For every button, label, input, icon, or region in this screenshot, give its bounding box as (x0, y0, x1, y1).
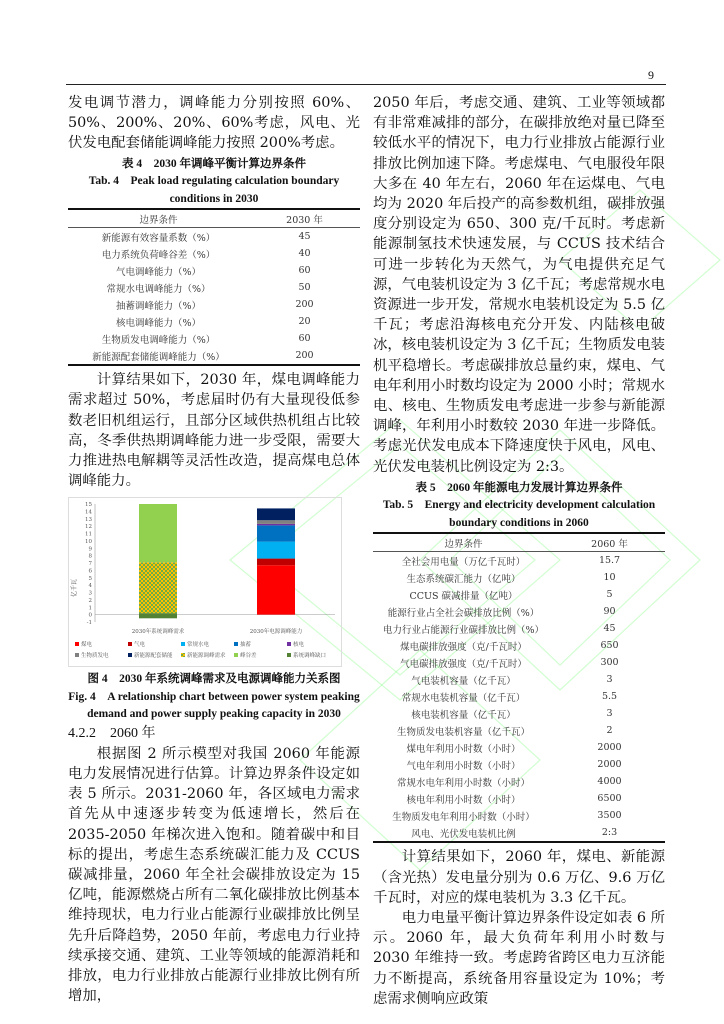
y-tick-label: 6 (88, 568, 92, 575)
y-tick-label: 8 (88, 553, 92, 560)
legend-swatch (287, 653, 291, 657)
value-cell: 40 (298, 248, 311, 260)
condition-cell: 生物质发电年利用小时数（小时） (392, 811, 535, 823)
table-row (373, 688, 665, 705)
table5-title-en: Tab. 5 Energy and electricity development calculation boundary conditions in 2060 (382, 499, 656, 529)
table-row (68, 262, 360, 279)
legend-label: 峰谷差 (240, 653, 257, 660)
condition-cell: 常规水电装机容量（亿千瓦） (401, 692, 526, 704)
condition-cell: 常规水电年利用小时数（小时） (397, 777, 531, 789)
y-tick-label: 9 (88, 546, 92, 553)
value-cell: 5.5 (601, 691, 618, 703)
header-rule (66, 84, 666, 85)
y-tick-label: 10 (85, 539, 92, 546)
paragraph: 发电调节潜力，调峰能力分别按照 60%、50%、200%、20%、60%考虑，风电、光伏发电配套储能调峰能力按照 200%考虑。 (68, 95, 360, 152)
y-tick-label: 0 (88, 612, 92, 619)
table-row (373, 739, 665, 756)
table-header: 2030 年 (249, 209, 360, 228)
bar-segment-峰谷差 (139, 504, 177, 562)
value-cell: 300 (600, 657, 619, 669)
y-tick-label: 5 (88, 576, 92, 583)
y-tick-label: 11 (85, 531, 92, 538)
table5 (373, 532, 665, 843)
table-row (68, 296, 360, 313)
page-number: 9 (648, 68, 654, 82)
paragraph: 2050 年后，考虑交通、建筑、工业等领域都有非常难减排的部分，在碳排放绝对量已降至较低水平的情况下，电力行业排放占能源行业排放比例加速下降。考虑煤电、气电服役年限大多在 40 年左右，2060 年在运煤电、气电均为 2020 年后投产的高参数机组，碳排放强度分别设定为 650、300 克/千瓦时。考虑新能源制氢技术快速发展，与 CCUS 技术结合可进一步转化为天然气，为气电提供充足气源，气电装机设定为 3 亿千瓦；考虑常规水电资源进一步开发，常规水电装机设定为 5.5 亿千瓦；考虑沿海核电充分开发、内陆核电破冰，核电装机设定为 3 亿千瓦；生物质发电装机平稳增长。考虑碳排放总量约束，煤电、气电年利用小时数均设定为 2000 小时；常规水电、核电、生物质发电考虑进一步参与新能源调峰，年利用小时数较 2030 年进一步降低。考虑光伏发电成本下降速度快于风电，风电、光伏发电装机比例设定为 2:3。 (373, 95, 665, 475)
value-cell: 4000 (597, 776, 622, 788)
legend-swatch (75, 642, 79, 646)
y-tick-label: 13 (85, 517, 92, 524)
table-row (68, 228, 360, 246)
value-cell: 20 (298, 316, 311, 328)
condition-cell: 核电装机容量（亿千瓦） (411, 709, 516, 721)
legend-label: 系统调峰缺口 (293, 653, 327, 660)
value-cell: 10 (603, 572, 616, 584)
value-cell: 3 (606, 674, 613, 686)
legend-label: 新能源调峰需求 (187, 653, 226, 660)
condition-cell: 新能源配套储能调峰能力（%） (92, 351, 225, 363)
y-tick-label: -1 (86, 620, 92, 627)
value-cell: 3500 (597, 810, 622, 822)
table-row (68, 313, 360, 330)
table4-title-en: Tab. 4 Peak load regulating calculation boundary conditions in 2030 (88, 175, 340, 205)
x-tick-label: 2030年系统调峰需求 (131, 629, 185, 636)
table-row (373, 603, 665, 620)
left-column (68, 93, 360, 1006)
bar-segment-气电 (257, 559, 295, 566)
value-cell: 60 (298, 265, 311, 277)
table-row (373, 824, 665, 842)
bar-segment-新能源配套储能 (257, 509, 295, 521)
condition-cell: CCUS 碳减排量（亿吨） (409, 590, 518, 602)
y-tick-label: 3 (88, 590, 92, 597)
legend-swatch (234, 642, 238, 646)
table-header: 2060 年 (554, 533, 665, 552)
y-tick-label: 2 (88, 598, 92, 605)
condition-cell: 气电年利用小时数（小时） (406, 760, 521, 772)
table-header: 边界条件 (373, 533, 554, 552)
legend-label: 抽蓄 (240, 642, 252, 649)
table-row (373, 790, 665, 807)
value-cell: 50 (298, 282, 311, 294)
section-heading: 4.2.2 2060 年 (68, 725, 156, 741)
condition-cell: 生物质发电调峰能力（%） (101, 334, 216, 346)
condition-cell: 抽蓄调峰能力（%） (116, 300, 202, 312)
value-cell: 2000 (597, 742, 622, 754)
paragraph: 根据图 2 所示模型对我国 2060 年能源电力发展情况进行估算。计算边界条件设定如表 5 所示。2031-2060 年，各区域电力需求首先从中速逐步转变为低速增长，然后在 2035-2050 年梯次进入饱和。随着碳中和目标的提出，考虑生态系统碳汇能力及 CCUS 碳减排量，2060 年全社会碳排放设定为 15 亿吨，能源燃烧占所有二氧化碳排放比例基本维持现状，电力行业占能源行业碳排放比例呈先升后降趋势，2050 年前，考虑电力行业持续承接交通、建筑、工业等领域的能源消耗和排放，电力行业排放占能源行业排放比例有所增加， (68, 745, 360, 1005)
y-tick-label: 7 (88, 561, 92, 568)
bar-segment-生物质发电 (257, 521, 295, 525)
condition-cell: 全社会用电量（万亿千瓦时） (401, 556, 526, 568)
condition-cell: 气电调峰能力（%） (116, 266, 202, 278)
table-row (373, 654, 665, 671)
bar-segment-核电 (257, 524, 295, 525)
y-tick-label: 15 (85, 502, 92, 509)
condition-cell: 气电碳排放强度（克/千瓦时） (400, 658, 527, 670)
legend-label: 常规水电 (187, 642, 210, 649)
value-cell: 90 (603, 606, 616, 618)
paragraph: 电力电量平衡计算边界条件设定如表 6 所示。2060 年，最大负荷年利用小时数与 2030 年维持一致。考虑跨省跨区电力互济能力不断提高，系统备用容量设定为 10%；考虑需求侧响应政策 (373, 909, 665, 1007)
table4 (68, 208, 360, 366)
table-row (373, 705, 665, 722)
table-header: 边界条件 (68, 209, 249, 228)
table4-title-zh: 表 4 2030 年调峰平衡计算边界条件 (122, 157, 306, 170)
legend-label: 煤电 (81, 642, 93, 649)
y-tick-label: 14 (85, 509, 92, 516)
paragraph: 计算结果如下，2060 年，煤电、新能源（含光热）发电量分别为 0.6 万亿、9.6 万亿千瓦时，对应的煤电装机为 3.3 亿千瓦。 (373, 849, 665, 906)
condition-cell: 电力系统负荷峰谷差（%） (101, 249, 216, 261)
fig4-chart (68, 497, 342, 667)
legend-swatch (181, 653, 185, 657)
value-cell: 2000 (597, 759, 622, 771)
stacked-bar-chart (69, 498, 341, 666)
condition-cell: 核电调峰能力（%） (116, 317, 202, 329)
legend-label: 新能源配套储能 (134, 653, 173, 660)
table-row (373, 756, 665, 773)
legend-swatch (128, 653, 132, 657)
legend-label: 核电 (293, 642, 305, 649)
table-row (68, 245, 360, 262)
bar-segment-抽蓄 (257, 526, 295, 542)
condition-cell: 电力行业占能源行业碳排放比例（%） (383, 624, 545, 636)
bar-segment-常规水电 (257, 542, 295, 559)
y-tick-label: 4 (88, 583, 92, 590)
condition-cell: 新能源有效容量系数（%） (101, 232, 216, 244)
table-row (373, 807, 665, 824)
condition-cell: 生物质发电装机容量（亿千瓦） (397, 726, 531, 738)
legend-swatch (75, 653, 79, 657)
condition-cell: 能源行业占全社会碳排放比例（%） (387, 607, 540, 619)
table-row (373, 637, 665, 654)
table-row (68, 347, 360, 365)
value-cell: 200 (295, 350, 314, 362)
condition-cell: 煤电年利用小时数（小时） (406, 743, 521, 755)
table-row (373, 773, 665, 790)
value-cell: 45 (298, 231, 311, 243)
value-cell: 200 (295, 299, 314, 311)
condition-cell: 核电年利用小时数（小时） (406, 794, 521, 806)
table-row (373, 620, 665, 637)
table-row (373, 722, 665, 739)
bar-segment-系统调峰缺口 (139, 613, 177, 618)
value-cell: 2 (606, 725, 613, 737)
y-axis-label: 亿千瓦 (71, 579, 78, 598)
table-row (373, 552, 665, 570)
table-row (68, 330, 360, 347)
table-row (68, 279, 360, 296)
table5-title-zh: 表 5 2060 年能源电力发展计算边界条件 (415, 481, 623, 494)
legend-label: 气电 (134, 642, 146, 649)
y-tick-label: 1 (88, 605, 92, 612)
legend-label: 生物质发电 (81, 653, 109, 660)
value-cell: 6500 (597, 793, 622, 805)
table-row (373, 569, 665, 586)
legend-swatch (287, 642, 291, 646)
x-tick-label: 2030年电源调峰能力 (249, 629, 303, 636)
value-cell: 15.7 (598, 555, 621, 567)
condition-cell: 常规水电调峰能力（%） (106, 283, 211, 295)
value-cell: 60 (298, 333, 311, 345)
bar-segment-煤电 (257, 566, 295, 615)
condition-cell: 风电、光伏发电装机比例 (411, 828, 516, 840)
condition-cell: 气电装机容量（亿千瓦） (411, 675, 516, 687)
fig4-title-zh: 图 4 2030 年系统调峰需求及电源调峰能力关系图 (87, 673, 341, 686)
right-column (373, 93, 665, 1009)
table-row (373, 586, 665, 603)
y-tick-label: 12 (85, 524, 92, 531)
value-cell: 45 (603, 623, 616, 635)
value-cell: 650 (600, 640, 619, 652)
paragraph: 计算结果如下，2030 年，煤电调峰能力需求超过 50%，考虑届时仍有大量现役低参数老旧机组运行，且部分区域供热机组占比较高，冬季供热期调峰能力进一步受限，需要大力推进热电解耦等灵活性改造，提高煤电总体调峰能力。 (68, 372, 360, 490)
table-row (373, 671, 665, 688)
value-cell: 2:3 (601, 827, 618, 839)
condition-cell: 煤电碳排放强度（克/千瓦时） (400, 641, 527, 653)
legend-swatch (128, 642, 132, 646)
value-cell: 3 (606, 708, 613, 720)
value-cell: 5 (606, 589, 613, 601)
fig4-title-en: Fig. 4 A relationship chart between power system peaking demand and power supply peaking capacity in 2030 (68, 690, 360, 721)
legend-swatch (234, 653, 238, 657)
bar-segment-新能源调峰需求 (139, 563, 177, 614)
condition-cell: 生态系统碳汇能力（亿吨） (406, 573, 521, 585)
legend-swatch (181, 642, 185, 646)
